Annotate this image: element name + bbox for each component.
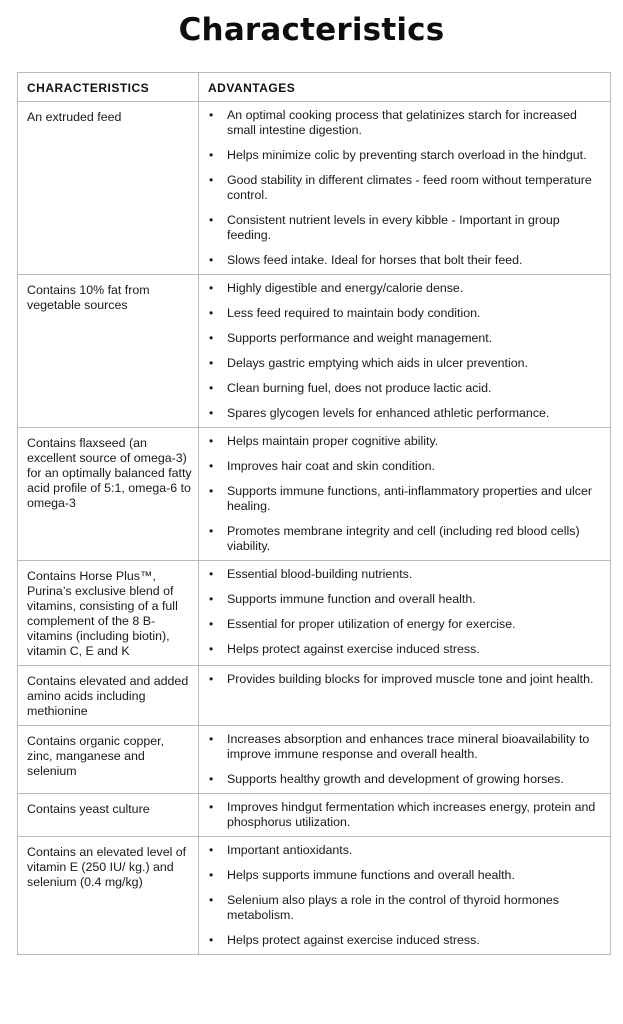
- characteristics-table: [17, 72, 611, 955]
- advantages-list: [207, 732, 604, 787]
- table-row: [18, 428, 611, 561]
- advantage-item: • Less feed required to maintain body condition.: [207, 306, 604, 321]
- advantage-item: • Selenium also plays a role in the control of thyroid hormones metabolism.: [207, 893, 604, 923]
- table-header-row: [18, 73, 611, 102]
- advantage-item: • Increases absorption and enhances trace mineral bioavailability to improve immune response and overall health.: [207, 732, 604, 762]
- advantages-cell: [199, 794, 611, 837]
- advantage-item: • Improves hair coat and skin condition.: [207, 459, 604, 474]
- advantage-item: • Delays gastric emptying which aids in ulcer prevention.: [207, 356, 604, 371]
- advantage-item: • Helps supports immune functions and overall health.: [207, 868, 604, 883]
- advantages-list: [207, 108, 604, 268]
- advantage-item: • Helps maintain proper cognitive ability.: [207, 434, 604, 449]
- characteristics-column-header: CHARACTERISTICS: [18, 73, 199, 102]
- table-row: [18, 726, 611, 794]
- advantages-cell: [199, 275, 611, 428]
- advantage-item: • Slows feed intake. Ideal for horses that bolt their feed.: [207, 253, 604, 268]
- characteristic-cell: Contains an elevated level of vitamin E (250 IU/ kg.) and selenium (0.4 mg/kg): [18, 837, 199, 955]
- advantages-list: [207, 434, 604, 554]
- table-body: [18, 102, 611, 955]
- advantages-list: [207, 800, 604, 830]
- advantage-item: • Essential for proper utilization of energy for exercise.: [207, 617, 604, 632]
- advantages-cell: [199, 666, 611, 726]
- advantage-item: • Improves hindgut fermentation which increases energy, protein and phosphorus utilization.: [207, 800, 604, 830]
- advantage-item: • Helps protect against exercise induced stress.: [207, 642, 604, 657]
- characteristic-cell: An extruded feed: [18, 102, 199, 275]
- advantages-list: [207, 843, 604, 948]
- characteristic-cell: Contains organic copper, zinc, manganese and selenium: [18, 726, 199, 794]
- advantages-cell: [199, 428, 611, 561]
- table-row: [18, 561, 611, 666]
- advantages-column-header: ADVANTAGES: [199, 73, 611, 102]
- advantage-item: • Supports immune functions, anti-inflammatory properties and ulcer healing.: [207, 484, 604, 514]
- table-row: [18, 837, 611, 955]
- characteristic-cell: Contains flaxseed (an excellent source of omega-3) for an optimally balanced fatty acid profile of 5:1, omega-6 to omega-3: [18, 428, 199, 561]
- advantages-list: [207, 567, 604, 657]
- advantage-item: • Helps minimize colic by preventing starch overload in the hindgut.: [207, 148, 604, 163]
- advantages-list: [207, 672, 604, 687]
- characteristic-cell: Contains yeast culture: [18, 794, 199, 837]
- table-row: [18, 666, 611, 726]
- advantage-item: • Good stability in different climates - feed room without temperature control.: [207, 173, 604, 203]
- characteristic-cell: Contains Horse Plus™, Purina’s exclusive blend of vitamins, consisting of a full complement of the 8 B-vitamins (including biotin), vitamin C, E and K: [18, 561, 199, 666]
- advantage-item: • Consistent nutrient levels in every kibble - Important in group feeding.: [207, 213, 604, 243]
- table-row: [18, 275, 611, 428]
- advantage-item: • Helps protect against exercise induced stress.: [207, 933, 604, 948]
- advantage-item: • Highly digestible and energy/calorie dense.: [207, 281, 604, 296]
- advantage-item: • Supports immune function and overall health.: [207, 592, 604, 607]
- advantages-cell: [199, 102, 611, 275]
- advantage-item: • Provides building blocks for improved muscle tone and joint health.: [207, 672, 604, 687]
- advantages-cell: [199, 726, 611, 794]
- page-title: Characteristics: [178, 12, 445, 48]
- advantage-item: • Supports performance and weight management.: [207, 331, 604, 346]
- table-row: [18, 102, 611, 275]
- advantages-cell: [199, 561, 611, 666]
- characteristic-cell: Contains elevated and added amino acids including methionine: [18, 666, 199, 726]
- advantage-item: • Spares glycogen levels for enhanced athletic performance.: [207, 406, 604, 421]
- advantage-item: • Promotes membrane integrity and cell (including red blood cells) viability.: [207, 524, 604, 554]
- advantage-item: • Important antioxidants.: [207, 843, 604, 858]
- advantage-item: • Supports healthy growth and development of growing horses.: [207, 772, 604, 787]
- advantage-item: • Clean burning fuel, does not produce lactic acid.: [207, 381, 604, 396]
- advantage-item: • An optimal cooking process that gelatinizes starch for increased small intestine digestion.: [207, 108, 604, 138]
- advantages-cell: [199, 837, 611, 955]
- characteristic-cell: Contains 10% fat from vegetable sources: [18, 275, 199, 428]
- table-row: [18, 794, 611, 837]
- advantages-list: [207, 281, 604, 421]
- advantage-item: • Essential blood-building nutrients.: [207, 567, 604, 582]
